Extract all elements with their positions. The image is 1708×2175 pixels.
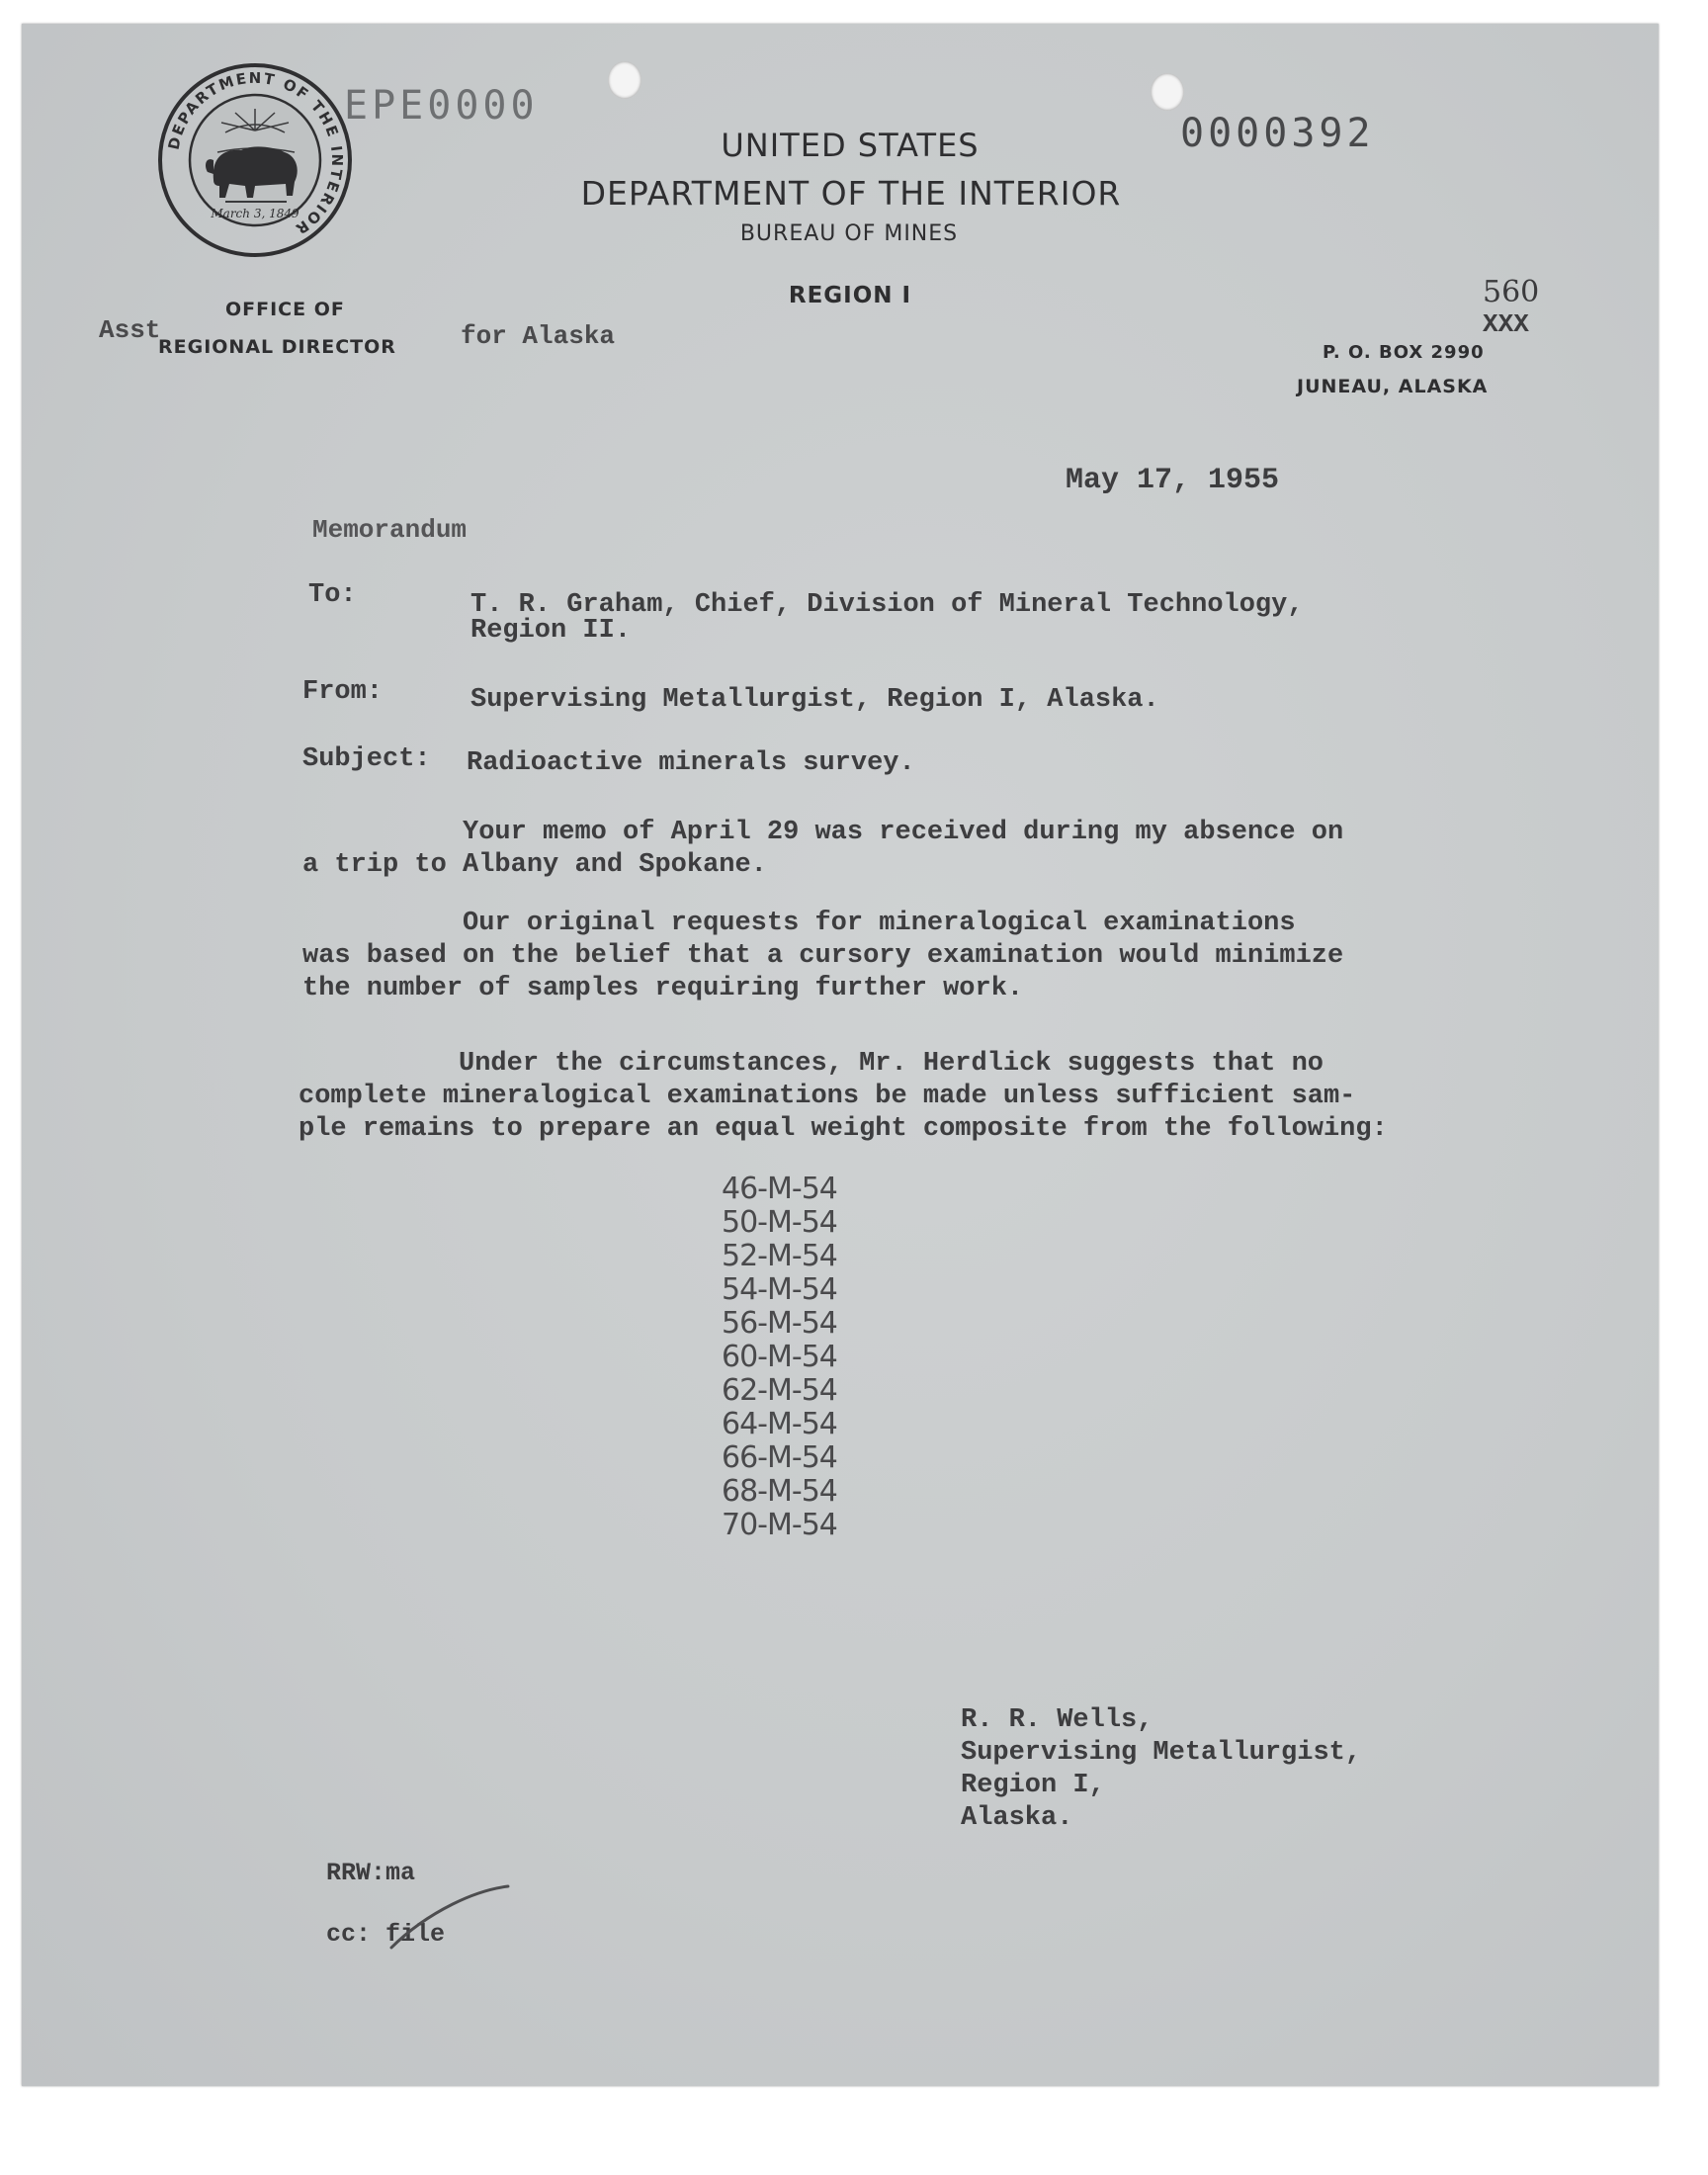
- sample-item: 50-M-54: [722, 1205, 837, 1240]
- paragraph-line: Our original requests for mineralogical examinations: [302, 909, 1296, 938]
- to-line-1: T. R. Graham, Chief, Division of Mineral Technology,: [470, 590, 1304, 620]
- file-number: 560: [1483, 275, 1540, 309]
- paragraph-line: was based on the belief that a cursory examination would minimize: [302, 941, 1344, 971]
- from-label: From:: [302, 677, 384, 707]
- to-label: To:: [308, 580, 357, 610]
- signature-line: Supervising Metallurgist,: [961, 1738, 1362, 1768]
- paragraph-line: Your memo of April 29 was received during my absence on: [302, 818, 1344, 847]
- stamp-number-right: 0000392: [1180, 111, 1375, 156]
- sample-item: 68-M-54: [722, 1474, 837, 1509]
- paragraph-line: the number of samples requiring further work.: [302, 974, 1024, 1003]
- subject-label: Subject:: [302, 744, 431, 774]
- memo-date: May 17, 1955: [1066, 464, 1280, 497]
- from-value: Supervising Metallurgist, Region I, Alaska.: [470, 685, 1159, 715]
- to-line-2: Region II.: [470, 616, 632, 646]
- sample-item: 70-M-54: [722, 1508, 837, 1542]
- letterhead-office-of: OFFICE OF: [225, 299, 345, 320]
- stamp-number-left: EPE0000: [344, 83, 539, 129]
- sample-item: 54-M-54: [722, 1272, 837, 1307]
- sample-item: 62-M-54: [722, 1373, 837, 1408]
- paragraph-line: Under the circumstances, Mr. Herdlick suggests that no: [299, 1049, 1324, 1079]
- letterhead-po-box: P. O. BOX 2990: [1323, 342, 1485, 363]
- cc-line: cc: file: [326, 1920, 446, 1949]
- punch-hole-right: [1151, 73, 1184, 111]
- letterhead-city: JUNEAU, ALASKA: [1297, 376, 1489, 397]
- letterhead-department: DEPARTMENT OF THE INTERIOR: [580, 174, 1122, 213]
- typed-asst: Asst: [99, 315, 161, 345]
- check-mark-icon: [385, 1878, 514, 1958]
- typist-initials: RRW:ma: [326, 1859, 416, 1887]
- paragraph-line: complete mineralogical examinations be made unless sufficient sam-: [299, 1082, 1356, 1111]
- signature-line: Alaska.: [961, 1803, 1073, 1833]
- signature-line: Region I,: [961, 1771, 1105, 1800]
- subject-value: Radioactive minerals survey.: [467, 748, 915, 778]
- letterhead-regional-director: REGIONAL DIRECTOR: [158, 336, 396, 358]
- paragraph-2: [302, 908, 1343, 1005]
- signature-block: [961, 1704, 1361, 1835]
- sample-item: 46-M-54: [722, 1172, 837, 1206]
- typed-for-alaska: for Alaska: [461, 321, 616, 351]
- letterhead-bureau: BUREAU OF MINES: [739, 221, 959, 246]
- sample-item: 60-M-54: [722, 1340, 837, 1374]
- sample-item: 64-M-54: [722, 1407, 837, 1441]
- file-mark: XXX: [1483, 309, 1529, 339]
- sample-item: 56-M-54: [722, 1306, 837, 1341]
- signature-line: R. R. Wells,: [961, 1705, 1153, 1735]
- paragraph-3: [299, 1048, 1388, 1146]
- paragraph-1: [302, 817, 1343, 882]
- paragraph-line: ple remains to prepare an equal weight composite from the following:: [299, 1114, 1388, 1144]
- sample-item: 66-M-54: [722, 1440, 837, 1475]
- seal-ring-text: DEPARTMENT OF THE INTERIOR: [164, 68, 347, 239]
- punch-hole-left: [608, 61, 641, 99]
- sample-item: 52-M-54: [722, 1239, 837, 1273]
- paragraph-line: a trip to Albany and Spokane.: [302, 850, 767, 880]
- memo-label: Memorandum: [312, 515, 468, 545]
- sample-list: [722, 1173, 837, 1542]
- letterhead-united-states: UNITED STATES: [721, 127, 980, 164]
- letterhead-region: REGION I: [788, 283, 912, 308]
- seal-date-text: March 3, 1849: [211, 207, 299, 220]
